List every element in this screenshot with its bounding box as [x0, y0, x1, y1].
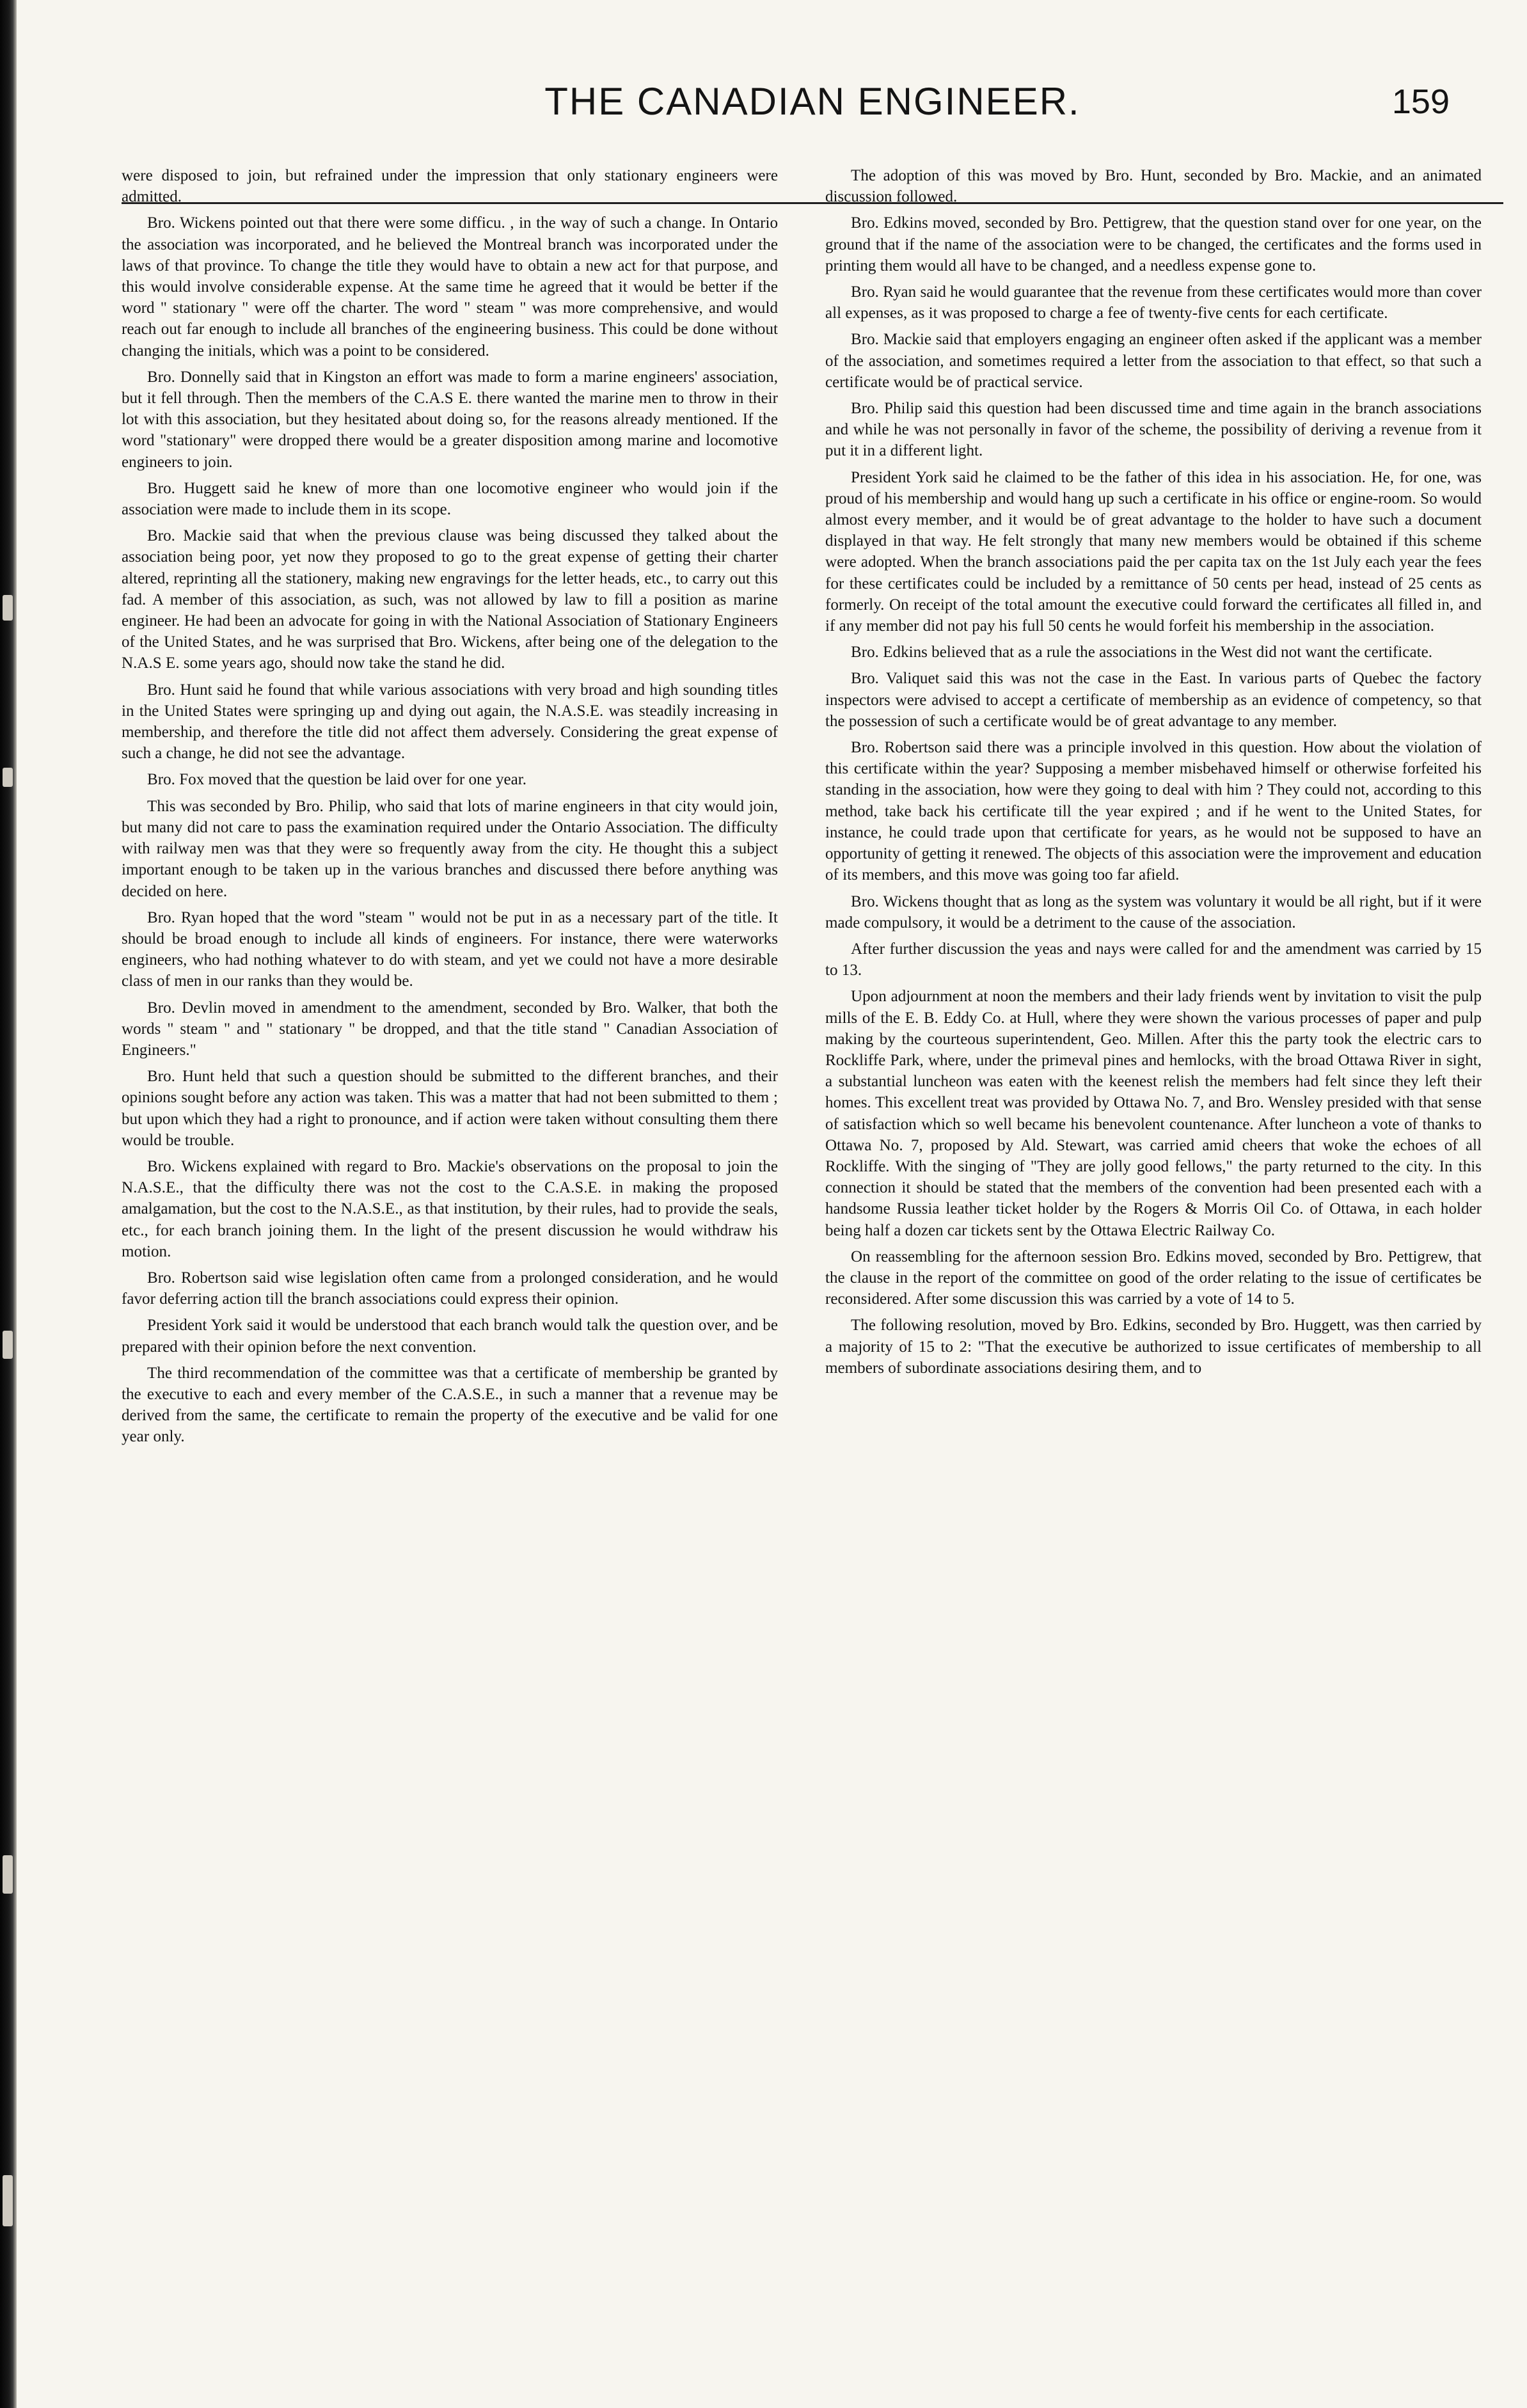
paragraph: Bro. Mackie said that employers engaging an engineer often asked if the applicant was a member of the association, and sometimes required a letter from the association to that effect, so that such a certificate would be of practical service.	[825, 331, 1482, 391]
paragraph: Bro. Devlin moved in amendment to the amendment, seconded by Bro. Walker, that both the words " steam " and " stationary " be dropped, and that the title stand " Canadian Association of Engineers."	[122, 999, 778, 1059]
paragraph: Bro. Donnelly said that in Kingston an effort was made to form a marine engineers' association, but it fell through. Then the members of the C.A.S E. there wanted the marine men to throw in their lot with this association, but they hesitated about doing so, for the reasons already mentioned. If the word "stationary" were dropped there would be a greater disposition among marine and locomotive engineers to join.	[122, 368, 778, 471]
paragraph: Bro. Robertson said there was a principle involved in this question. How about the violation of this certificate within the year? Supposing a member misbehaved himself or otherwise forfeited his standing in the association, how were they going to deal with him ? They could not, according to this method, take back his certificate till the year expired ; and if he went to the United States, for instance, he could trade upon that certificate for years, as he would not be supposed to have an opportunity of getting it renewed. The objects of this association were the improvement and education of its members, and this move was going too far afield.	[825, 739, 1482, 884]
paragraph: This was seconded by Bro. Philip, who said that lots of marine engineers in that city would join, but many did not care to pass the examination required under the Ontario Association. The difficulty with railway men was that they were so frequently away from the city. He thought this a subject important enough to be taken up in the various branches and discussed there before anything was decided on here.	[122, 797, 778, 900]
paragraph: President York said it would be understood that each branch would talk the question over, and be prepared with their opinion before the next convention.	[122, 1317, 778, 1356]
paragraph: The third recommendation of the committee was that a certificate of membership be granted by the executive to each and every member of the C.A.S.E., in such a manner that a revenue may be derived from the same, the certificate to remain the property of the executive and be valid for one year only.	[122, 1364, 778, 1446]
left-column	[122, 165, 778, 2302]
paragraph: Bro. Wickens pointed out that there were some difficu. , in the way of such a change. In Ontario the association was incorporated, and he believed the Montreal branch was incorporated under the laws of that province. To change the title they would have to obtain a new act for that purpose, and this would involve considerable expense. At the same time he agreed that it would be better if the word " stationary " were off the charter. The word " steam " was more comprehensive, and would reach out far enough to include all branches of the engineering business. This could be done without changing the initials, which was a point to be considered.	[122, 214, 778, 360]
binding-edge	[0, 0, 17, 2408]
paragraph: Bro. Hunt held that such a question should be submitted to the different branches, and their opinions sought before any action was taken. This was a matter that had not been submitted to them ; but upon which they had a right to pronounce, and if action were taken without consulting them there would be trouble.	[122, 1068, 778, 1149]
paragraph: Upon adjournment at noon the members and their lady friends went by invitation to visit the pulp mills of the E. B. Eddy Co. at Hull, where they were shown the various processes of paper and pulp making by the courteous superintendent, Geo. Millen. After this the party took the electric cars to Rockliffe Park, where, under the primeval pines and hemlocks, with the broad Ottawa River in sight, a substantial luncheon was eaten with the keenest relish the members had felt since they left their homes. This excellent treat was provided by Ottawa No. 7, and Bro. Wensley presided with that sense of satisfaction which so well became his benevolent countenance. After luncheon a vote of thanks to Ottawa No. 7, proposed by Ald. Stewart, was carried amid cheers that woke the echoes of all Rockliffe. With the singing of "They are jolly good fellows," the party returned to the city. In this connection it should be stated that the members of the convention had been presented each with a handsome Russia leather ticket holder by the Rogers & Morris Oil Co. of Ottawa, in each holder being half a dozen car tickets sent by the Ottawa Electric Railway Co.	[825, 988, 1482, 1239]
paragraph: After further discussion the yeas and nays were called for and the amendment was carried by 15 to 13.	[825, 940, 1482, 979]
journal-title: THE CANADIAN ENGINEER.	[544, 80, 1080, 123]
paragraph: Bro. Ryan said he would guarantee that the revenue from these certificates would more than cover all expenses, as it was proposed to charge a fee of twenty-five cents for each certificate.	[825, 283, 1482, 322]
paragraph: President York said he claimed to be the father of this idea in his association. He, for one, was proud of his membership and would hang up such a certificate in his office or engine-room. So would almost every member, and it would be of great advantage to the holder to have such a document displayed in that way. He felt strongly that many new members would be obtained if this scheme were adopted. When the branch associations paid the per capita tax on the 1st July each year the fees for these certificates could be included by a remittance of 50 cents per head, instead of 25 cents as formerly. On receipt of the total amount the executive could forward the certificates all filled in, and if any member did not pay his full 50 cents he would forfeit his membership in the association.	[825, 468, 1482, 635]
paragraph: Bro. Valiquet said this was not the case in the East. In various parts of Quebec the factory inspectors were advised to accept a certificate of membership as an evidence of competency, so that the possession of such a certificate would be of great advantage to any member.	[825, 670, 1482, 730]
paragraph: were disposed to join, but refrained under the impression that only stationary engineers were admitted.	[122, 167, 778, 206]
paragraph: Bro. Edkins believed that as a rule the associations in the West did not want the certificate.	[851, 644, 1432, 661]
paragraph: The following resolution, moved by Bro. Edkins, seconded by Bro. Huggett, was then carried by a majority of 15 to 2: "That the executive be authorized to issue certificates of membership to all members of subordinate associations desiring them, and to	[825, 1317, 1482, 1377]
paragraph: The adoption of this was moved by Bro. Hunt, seconded by Bro. Mackie, and an animated discussion followed.	[825, 167, 1482, 206]
paragraph: On reassembling for the afternoon session Bro. Edkins moved, seconded by Bro. Pettigrew, that the clause in the report of the committee on good of the order relating to the issue of certificates be reconsidered. After some discussion this was carried by a vote of 14 to 5.	[825, 1248, 1482, 1308]
paragraph: Bro. Huggett said he knew of more than one locomotive engineer who would join if the association were made to include them in its scope.	[122, 479, 778, 519]
paragraph: Bro. Robertson said wise legislation often came from a prolonged consideration, and he would favor deferring action till the branch associations could express their opinion.	[122, 1269, 778, 1308]
paragraph: Bro. Mackie said that when the previous clause was being discussed they talked about the association being poor, yet now they proposed to go to the great expense of getting their charter altered, reprinting all the stationery, making new engravings for the letter heads, etc., to carry out this fad. A member of this association, as such, was not allowed by law to fill a position as marine engineer. He had been an advocate for going in with the National Association of Stationary Engineers of the United States, and he was surprised that Bro. Wickens, after being one of the delegation to the N.A.S E. some years ago, should now take the stand he did.	[122, 527, 778, 672]
paragraph: Bro. Wickens thought that as long as the system was voluntary it would be all right, but if it were made compulsory, it would be a detriment to the cause of the association.	[825, 892, 1482, 931]
paragraph: Bro. Wickens explained with regard to Bro. Mackie's observations on the proposal to join the N.A.S.E., that the difficulty there was not the cost to the C.A.S.E. in making the proposed amalgamation, but the cost to the N.A.S.E., as that institution, by their rules, had to provide the seals, etc., for each branch joining them. In the light of the present discussion he would withdraw his motion.	[122, 1157, 778, 1260]
paragraph: Bro. Edkins moved, seconded by Bro. Pettigrew, that the question stand over for one year, on the ground that if the name of the association were to be changed, the certificates and the forms used in printing them would all have to be changed, and a needless expense gone to.	[825, 214, 1482, 274]
paragraph: Bro. Ryan hoped that the word "steam " would not be put in as a necessary part of the title. It should be broad enough to include all kinds of engineers. For instance, there were waterworks engineers, who had nothing whatever to do with steam, and yet we could not have a more desirable class of men in our ranks than they would be.	[122, 908, 778, 990]
paragraph: Bro. Philip said this question had been discussed time and time again in the branch associations and while he was not personally in favor of the scheme, the possibility of deriving a revenue from it put it in a different light.	[825, 400, 1482, 460]
page-number: 159	[1391, 83, 1450, 121]
right-column	[825, 165, 1482, 2302]
paragraph: Bro. Fox moved that the question be laid over for one year.	[147, 771, 527, 789]
running-header	[122, 75, 1503, 137]
paragraph: Bro. Hunt said he found that while various associations with very broad and high sounding titles in the United States were springing up and dying out again, the N.A.S.E. was steadily increasing in membership, and therefore the title did not affect them adversely. Considering the great expense of such a change, he did not see the advantage.	[122, 681, 778, 763]
